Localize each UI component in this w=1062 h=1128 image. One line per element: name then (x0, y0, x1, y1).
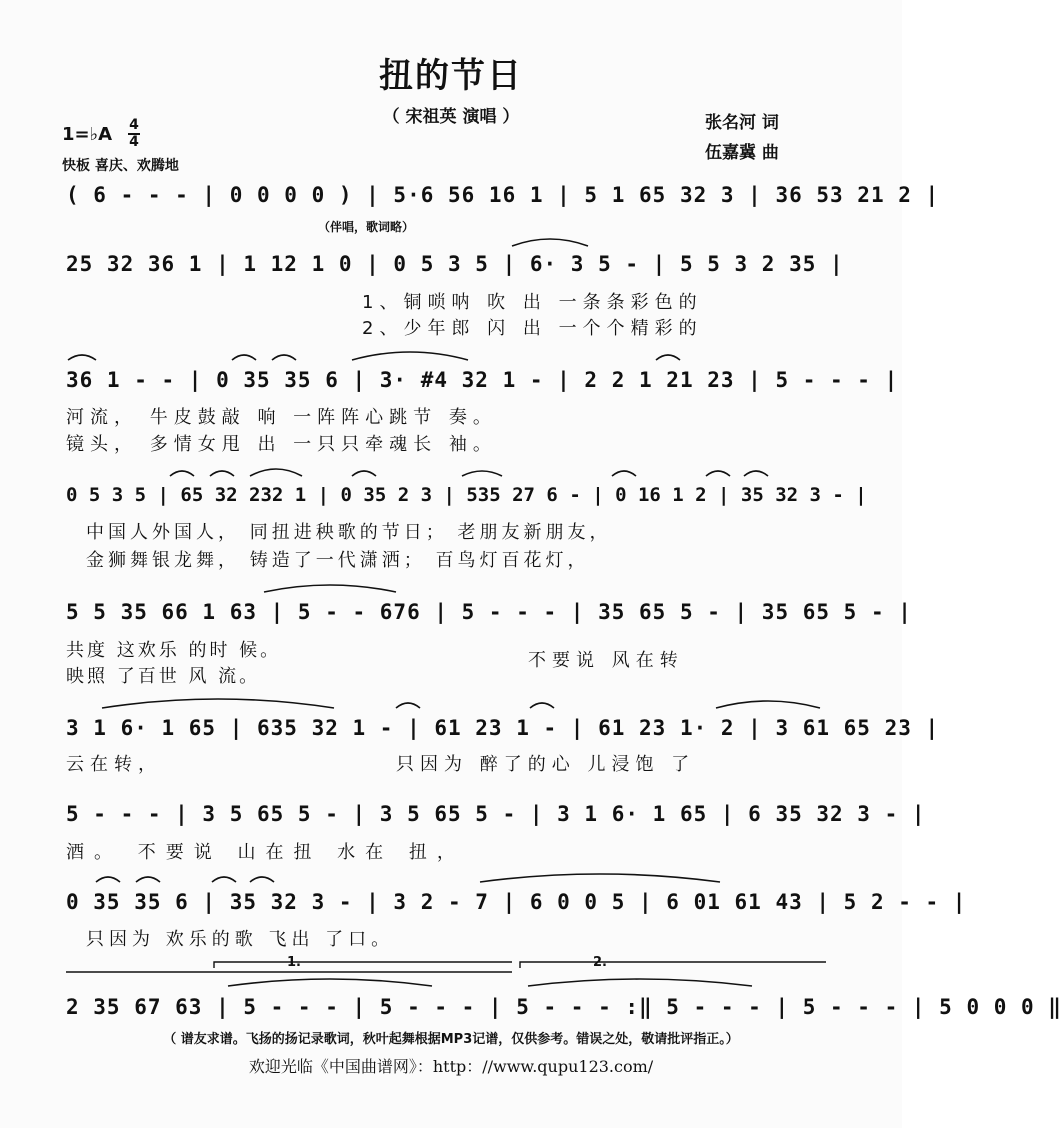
meter-top: 4 (129, 117, 139, 133)
slur-mark (480, 874, 720, 882)
slur-mark (716, 701, 820, 708)
slur-mark (250, 469, 302, 476)
slur-mark (264, 585, 396, 592)
notation-row-4: 0 5 3 5 | 65 32 232 1 | 0 35 2 3 | 535 27 6 - | 0 16 1 2 | 35 32 3 - | (66, 484, 867, 506)
lyric-row-6-start: 云在转， (66, 754, 162, 775)
slur-mark (512, 239, 588, 246)
accompaniment-note: （伴唱，歌词略） (318, 220, 415, 234)
notation-row-9: 2 35 67 63 | 5 - - - | 5 - - - | 5 - - - :‖ 5 - - - | 5 - - - | 5 0 0 0 ‖ (66, 995, 1062, 1019)
slur-mark (232, 355, 256, 360)
lyric-row-4-verse-2: 金狮舞银龙舞， 铸造了一代潇洒； 百鸟灯百花灯， (86, 550, 590, 571)
notation-row-1: ( 6 - - - | 0 0 0 0 ) | 5·6 56 16 1 | 5 1 65 32 3 | 36 53 21 2 | (66, 183, 940, 207)
lyric-row-3-verse-1: 河流， 牛皮鼓敲 响 一阵阵心跳节 奏。 (66, 407, 497, 428)
slur-mark (352, 352, 468, 360)
slur-mark (462, 471, 502, 476)
song-title: 扭的节日 (379, 56, 523, 96)
slur-mark (744, 471, 768, 476)
lyricist-credit: 张名河 词 (705, 113, 779, 133)
slur-mark (228, 979, 432, 986)
second-ending-label: 2. (593, 955, 607, 970)
notation-row-6: 3 1 6· 1 65 | 635 32 1 - | 61 23 1 - | 61 23 1· 2 | 3 61 65 23 | (66, 716, 940, 740)
slur-mark (530, 703, 554, 708)
slur-mark (396, 703, 420, 708)
site-credit: 欢迎光临《中国曲谱网》：http：//www.qupu123.com/ (248, 1057, 654, 1076)
slur-mark (136, 877, 160, 882)
slur-mark (212, 877, 236, 882)
lyric-row-4-verse-1: 中国人外国人， 同扭进秧歌的节日； 老朋友新朋友， (86, 522, 612, 543)
transcription-note: （ 谱友求谱。飞扬的扬记录歌词，秋叶起舞根据MP3记谱，仅供参考。错误之处，敬请批评指正。） (163, 1032, 739, 1047)
slur-mark (210, 471, 234, 476)
lyric-row-5-verse-2: 映照 了百世 风 流。 (66, 666, 261, 687)
slur-mark (706, 471, 730, 476)
lyric-row-5-verse-1: 共度 这欢乐 的时 候。 (66, 640, 282, 661)
notation-row-8: 0 35 35 6 | 35 32 3 - | 3 2 - 7 | 6 0 0 5 | 6 01 61 43 | 5 2 - - | (66, 890, 967, 914)
lyric-row-8: 只因为 欢乐的歌 飞出 了口。 (86, 929, 395, 950)
lyric-row-3-verse-2: 镜头， 多情女甩 出 一只只牵魂长 袖。 (66, 434, 497, 455)
lyric-row-2-verse-2: 2、少年郎 闪 出 一个个精彩的 (362, 318, 703, 339)
notation-row-5: 5 5 35 66 1 63 | 5 - - 676 | 5 - - - | 35 65 5 - | 35 65 5 - | (66, 600, 912, 624)
lyric-row-7: 酒。 不要说 山在扭 水在 扭， (66, 842, 465, 863)
slur-mark (352, 471, 376, 476)
first-ending-bracket (214, 962, 512, 968)
lyric-row-6-end: 只因为 醉了的心 儿浸饱 了 (396, 754, 696, 775)
slur-mark (68, 355, 96, 360)
composer-credit: 伍嘉冀 曲 (705, 143, 779, 163)
notation-row-2: 25 32 36 1 | 1 12 1 0 | 0 5 3 5 | 6· 3 5 - | 5 5 3 2 35 | (66, 252, 844, 276)
slur-mark (102, 699, 334, 708)
slur-mark (528, 979, 752, 986)
tempo-marking: 快板 喜庆、欢腾地 (62, 158, 179, 174)
slur-mark (656, 355, 680, 360)
meter-bottom: 4 (129, 134, 139, 150)
slur-mark (272, 355, 296, 360)
notation-row-7: 5 - - - | 3 5 65 5 - | 3 5 65 5 - | 3 1 6· 1 65 | 6 35 32 3 - | (66, 802, 926, 826)
second-ending-bracket (520, 962, 826, 968)
notation-row-3: 36 1 - - | 0 35 35 6 | 3· #4 32 1 - | 2 2 1 21 23 | 5 - - - | (66, 368, 899, 392)
slur-mark (250, 877, 274, 882)
lyric-row-5-refrain: 不要说 风在转 (528, 650, 684, 671)
slur-mark (96, 877, 120, 882)
lyric-row-2-verse-1: 1、铜唢呐 吹 出 一条条彩色的 (362, 292, 703, 313)
key-signature: 1=♭A (62, 124, 113, 145)
slur-mark (170, 471, 194, 476)
slur-mark (612, 471, 636, 476)
first-ending-label: 1. (287, 955, 301, 970)
performer-line: （ 宋祖英 演唱 ） (382, 107, 520, 127)
